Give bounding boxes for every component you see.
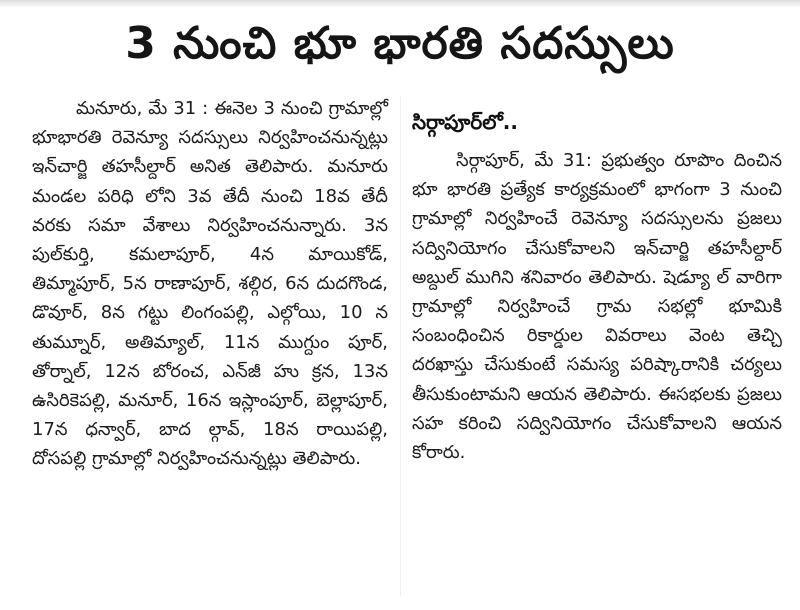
top-rule: [0, 0, 800, 8]
right-column-subheading: సిర్గాపూర్‌లో..: [412, 110, 518, 134]
right-column: [412, 94, 782, 467]
headline: 3 నుంచి భూ భారతి సదస్సులు: [125, 18, 675, 69]
left-column: [32, 94, 388, 474]
left-column-text: మనూరు, మే 31 : ఈనెల 3 నుంచి గ్రామాల్లో భూభారతి రెవెన్యూ సదస్సులు నిర్వహించనున్నట్లు ఇన్‌చార్జి తహసీల్దార్ అనిత తెలిపారు. మనూరు మండల పరిధి లోని 3వ తేదీ నుంచి 18వ తేదీ వరకు సమా వేశాలు నిర్వహించనున్నారు. 3న పుల్‌కుర్తి, కమలాపూర్, 4న మాయికోడ్, తిమ్మాపూర్, 5న రాణాపూర్, శల్గిర, 6న దుదగొండ, డొవూర్, 8న గట్టు లింగంపల్లి, ఎల్గోయి, 10 న తుమ్నూర్, అతిమ్యాల్, 11న ముగ్దుం పూర్, తోర్నాల్, 12న బోరంచ, ఎన్‌జీ హు క్రన, 13న ఉసిరికెపల్లి, మనూర్, 16న ఇస్లాంపూర్, బెల్లాపూర్, 17న ధన్వార్, బాద ల్గావ్, 18న రాయిపల్లి, దోసపల్లి గ్రామాల్లో నిర్వహించనున్నట్లు తెలిపారు.: [32, 98, 388, 470]
right-column-text: సిర్గాపూర్, మే 31: ప్రభుత్వం రూపొం దించిన భూ భారతి ప్రత్యేక కార్యక్రమంలో భాగంగా 3 నుంచి గ్రామాల్లో నిర్వహించే రెవెన్యూ సదస్సులను ప్రజలు సద్వినియోగం చేసుకోవాలని ఇన్‌చార్జి తహసీల్దార్ అబ్దుల్ ముగిని శనివారం తెలిపారు. షెడ్యూ ల్ వారిగా గ్రామాల్లో నిర్వహించే గ్రామ సభల్లో భూమికి సంబంధించిన రికార్డుల వివరాలు వెంట తెచ్చి దరఖాస్తు చేసుకుంటే సమస్య పరిష్కారానికి చర్యలు తీసుకుంటామని ఆయన తెలిపారు. ఈసభలకు ప్రజలు సహ కరించి సద్వినియోగం చేసుకోవాలని ఆయన కోరారు.: [412, 150, 782, 464]
column-divider: [400, 96, 401, 596]
